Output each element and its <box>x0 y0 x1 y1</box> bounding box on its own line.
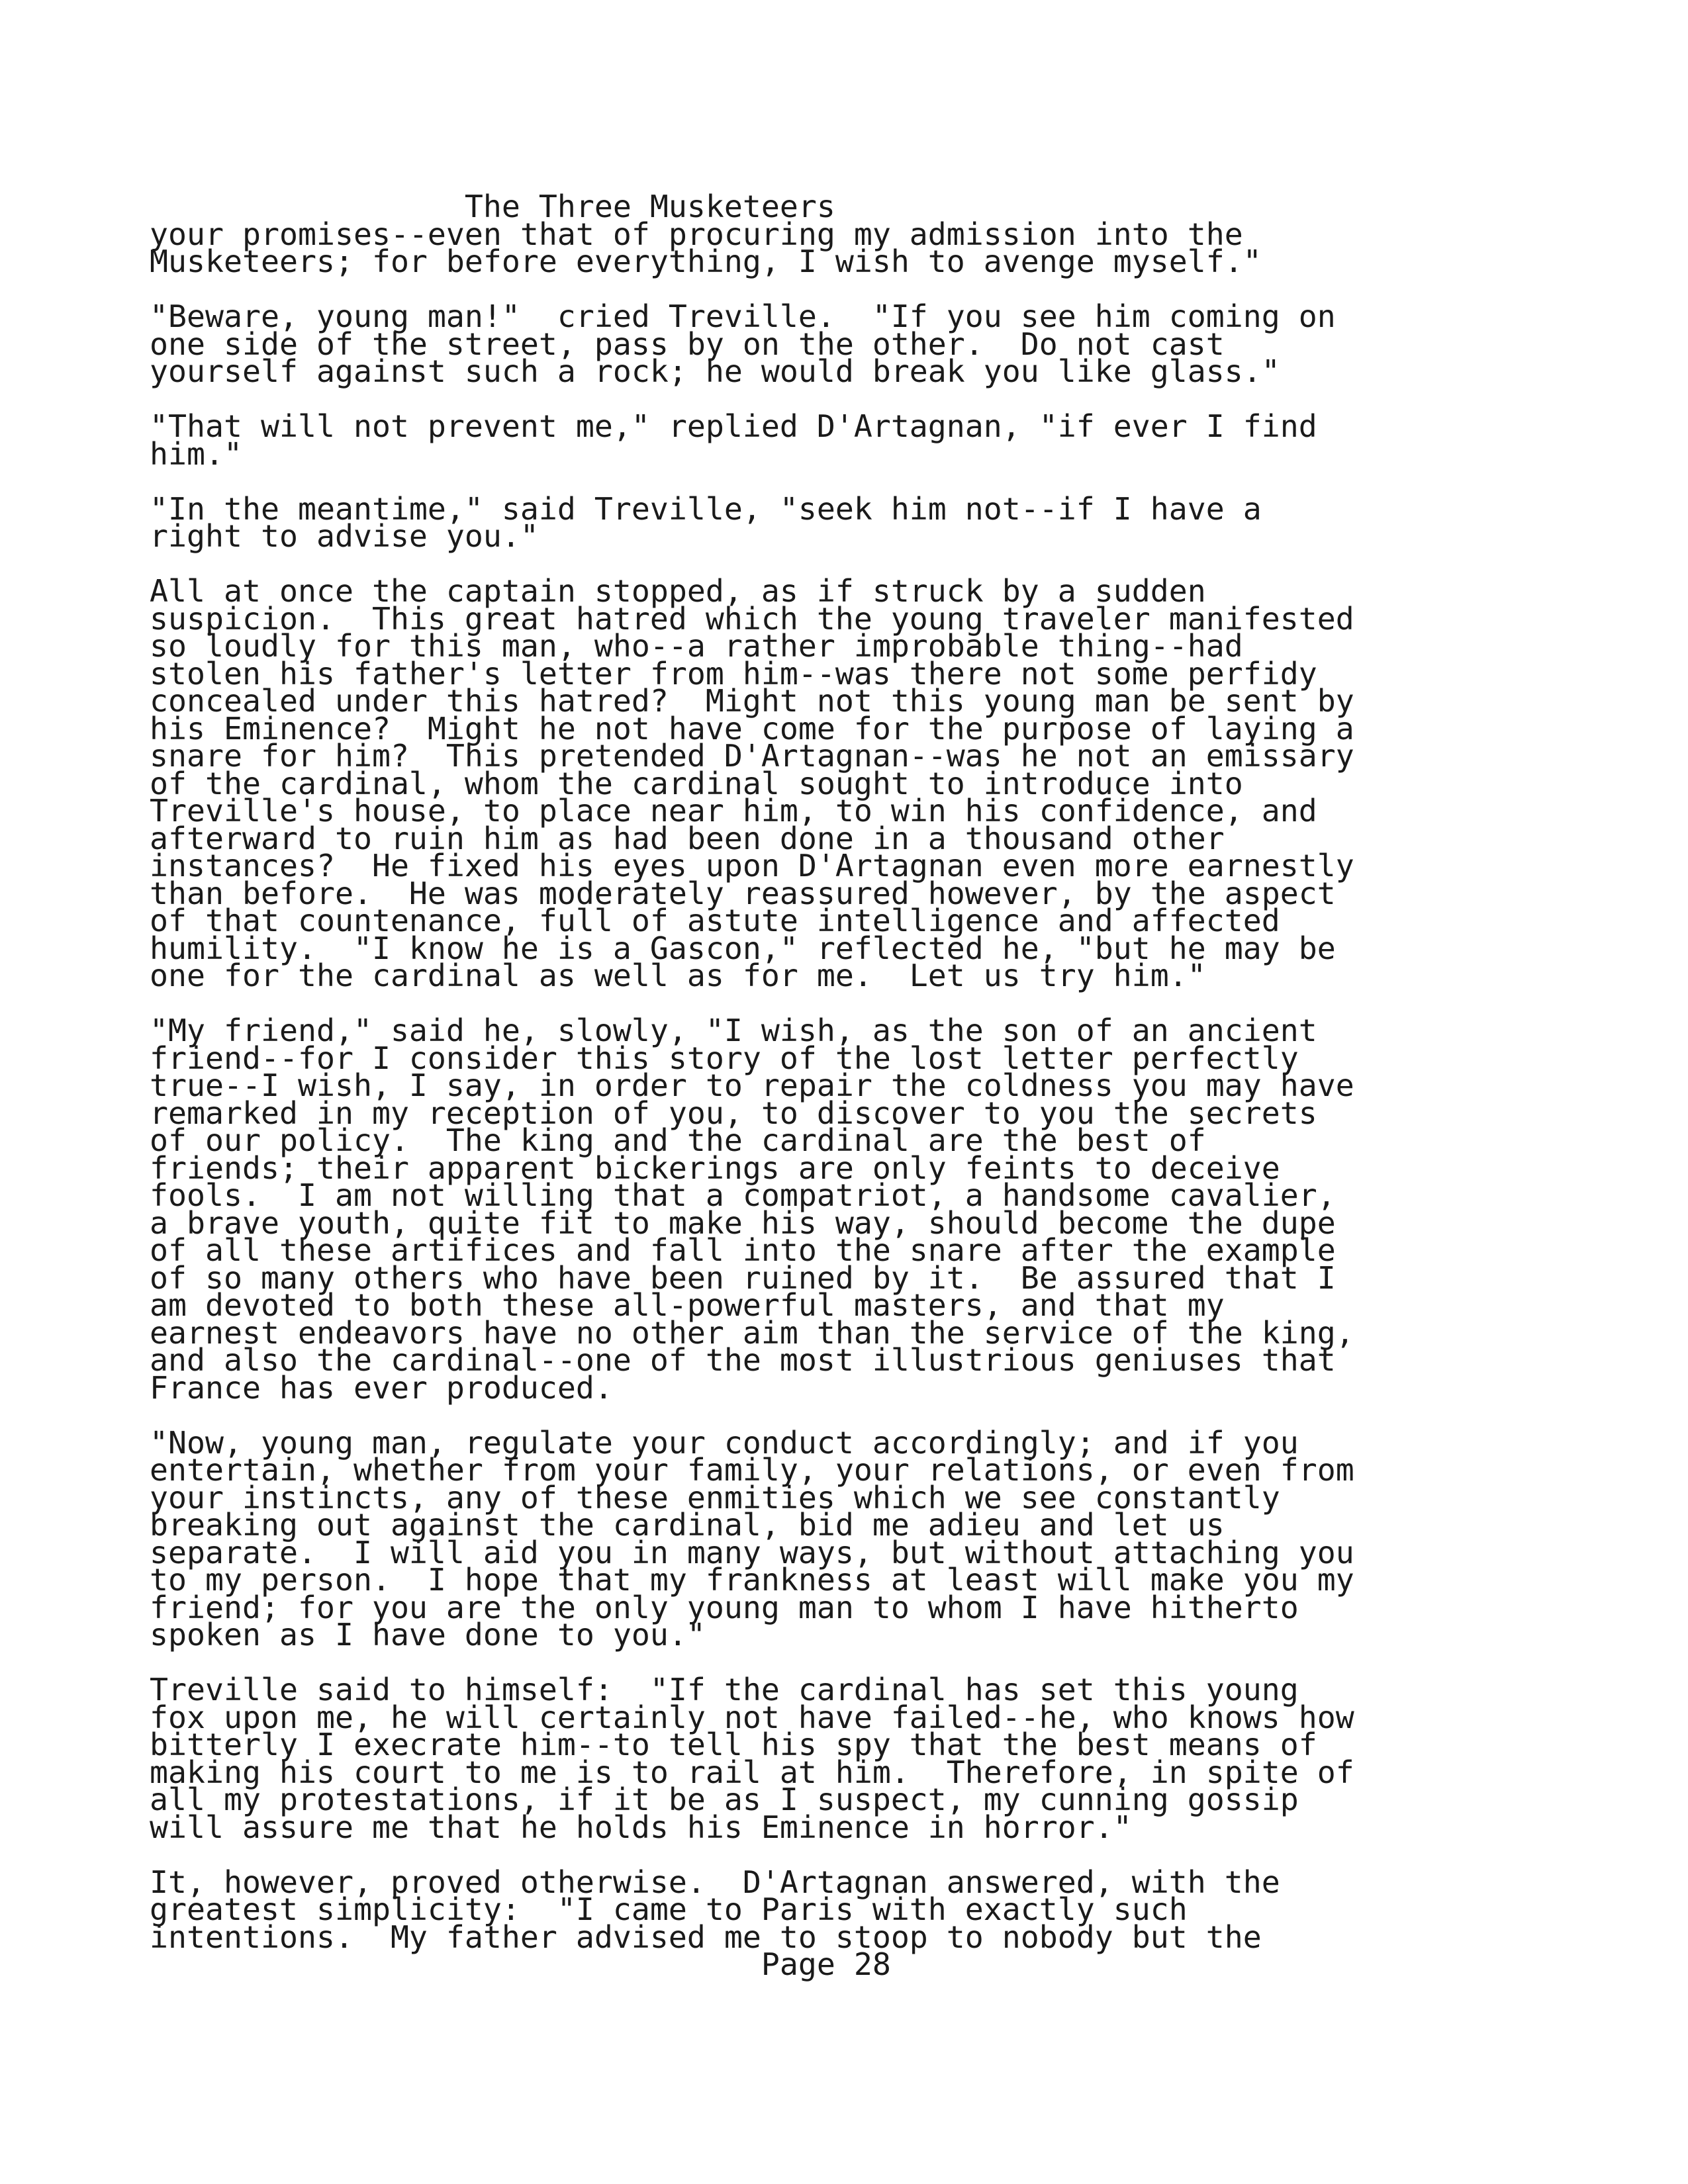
text-line: France has ever produced. <box>150 1369 613 1406</box>
text-line: one for the cardinal as well as for me. Let us try him." <box>150 958 1206 993</box>
text-line: bitterly I execrate him--to tell his spy that the best means of <box>150 1727 1317 1762</box>
text-line: fools. I am not willing that a compatriot, a handsome cavalier, <box>150 1177 1336 1213</box>
text-line: remarked in my reception of you, to discover to you the secrets <box>150 1095 1317 1131</box>
text-line: "Beware, young man!" cried Treville. "If you see him coming on <box>150 298 1336 334</box>
text-line: am devoted to both these all-powerful masters, and that my <box>150 1287 1225 1323</box>
text-line: spoken as I have done to you." <box>150 1617 706 1653</box>
text-line: concealed under this hatred? Might not this young man be sent by <box>150 683 1354 719</box>
page-text <box>150 189 1573 1982</box>
text-line: your instincts, any of these enmities which we see constantly <box>150 1479 1280 1516</box>
text-line: "In the meantime," said Treville, "seek him not--if I have a <box>150 490 1262 527</box>
text-line: stolen his father's letter from him--was there not some perfidy <box>150 655 1317 692</box>
text-line: so loudly for this man, who--a rather improbable thing--had <box>150 628 1243 664</box>
text-line: Musketeers; for before everything, I wish to avenge myself." <box>150 244 1262 279</box>
text-line: snare for him? This pretended D'Artagnan--was he not an emissary <box>150 738 1354 774</box>
text-line: yourself against such a rock; he would break you like glass." <box>150 353 1280 389</box>
text-line: to my person. I hope that my frankness at least will make you my <box>150 1562 1354 1598</box>
text-line: of so many others who have been ruined by it. Be assured that I <box>150 1259 1336 1296</box>
text-line: Treville said to himself: "If the cardinal has set this young <box>150 1672 1299 1707</box>
text-line: friend; for you are the only young man to whom I have hitherto <box>150 1589 1299 1625</box>
text-line: and also the cardinal--one of the most illustrious geniuses that <box>150 1342 1336 1378</box>
text-line: him." <box>150 435 242 472</box>
text-line: It, however, proved otherwise. D'Artagnan answered, with the <box>150 1864 1280 1900</box>
text-line: entertain, whether from your family, your relations, or even from <box>150 1452 1354 1488</box>
text-line: of our policy. The king and the cardinal are the best of <box>150 1122 1206 1158</box>
text-line: "Now, young man, regulate your conduct accordingly; and if you <box>150 1424 1299 1461</box>
page-number: Page 28 <box>150 1946 891 1982</box>
text-line: earnest endeavors have no other aim than the service of the king, <box>150 1314 1354 1351</box>
text-line: than before. He was moderately reassured however, by the aspect <box>150 875 1336 911</box>
text-line: All at once the captain stopped, as if struck by a sudden <box>150 573 1206 609</box>
text-line: one side of the street, pass by on the other. Do not cast <box>150 326 1225 362</box>
text-line: of the cardinal, whom the cardinal sought to introduce into <box>150 765 1243 801</box>
text-line: all my protestations, if it be as I suspect, my cunning gossip <box>150 1782 1299 1817</box>
text-line: greatest simplicity: "I came to Paris with exactly such <box>150 1891 1188 1927</box>
text-line: making his court to me is to rail at him. Therefore, in spite of <box>150 1754 1354 1790</box>
text-line: intentions. My father advised me to stoop to nobody but the <box>150 1919 1262 1955</box>
text-line: his Eminence? Might he not have come for the purpose of laying a <box>150 710 1354 747</box>
text-line: friends; their apparent bickerings are only feints to deceive <box>150 1150 1280 1186</box>
text-line: a brave youth, quite fit to make his way, should become the dupe <box>150 1205 1336 1241</box>
text-line: "My friend," said he, slowly, "I wish, as the son of an ancient <box>150 1013 1317 1048</box>
text-line: of all these artifices and fall into the snare after the example <box>150 1232 1336 1268</box>
running-header: The Three Musketeers <box>150 189 835 224</box>
text-line: breaking out against the cardinal, bid me adieu and let us <box>150 1507 1225 1543</box>
text-line: separate. I will aid you in many ways, but without attaching you <box>150 1534 1354 1570</box>
text-line: Treville's house, to place near him, to win his confidence, and <box>150 793 1317 829</box>
text-line: instances? He fixed his eyes upon D'Artagnan even more earnestly <box>150 848 1354 884</box>
text-line: of that countenance, full of astute intelligence and affected <box>150 903 1280 938</box>
text-line: true--I wish, I say, in order to repair the coldness you may have <box>150 1068 1354 1103</box>
text-line: humility. "I know he is a Gascon," reflected he, "but he may be <box>150 930 1336 966</box>
text-line: fox upon me, he will certainly not have failed--he, who knows how <box>150 1699 1354 1735</box>
text-line: suspicion. This great hatred which the young traveler manifested <box>150 600 1354 637</box>
text-line: your promises--even that of procuring my admission into the <box>150 216 1243 252</box>
text-line: will assure me that he holds his Eminence in horror." <box>150 1809 1132 1845</box>
text-line: afterward to ruin him as had been done in a thousand other <box>150 820 1225 856</box>
text-line: friend--for I consider this story of the lost letter perfectly <box>150 1040 1299 1076</box>
text-line: "That will not prevent me," replied D'Artagnan, "if ever I find <box>150 408 1317 444</box>
text-line: right to advise you." <box>150 518 539 554</box>
